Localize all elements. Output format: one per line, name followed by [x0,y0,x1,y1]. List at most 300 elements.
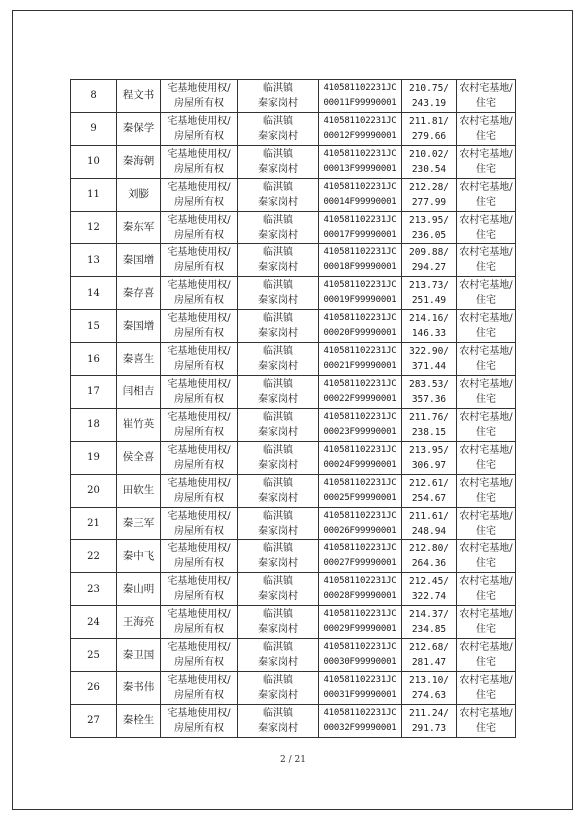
area-line-2: 291.73 [411,722,447,734]
location-line-1: 临淇镇 [263,642,293,654]
unit-code-line-1: 410581102231JC [323,181,397,192]
area-line-2: 277.99 [411,196,447,208]
area-cell [402,704,457,737]
unit-code-line-1: 410581102231JC [323,707,397,718]
location-line-1: 临淇镇 [263,609,293,621]
unit-code-cell [319,112,402,145]
area-line-1: 212.68/ [408,642,450,654]
location-cell [238,672,319,705]
right-type-line-1: 宅基地使用权/ [167,247,231,259]
location-cell [238,573,319,606]
table-row [71,672,516,705]
table-row [71,145,516,178]
table-row [71,441,516,474]
land-use-cell [457,573,516,606]
table-row [71,606,516,639]
location-cell [238,80,319,113]
right-type-line-2: 房屋所有权 [174,393,224,405]
right-type-line-2: 房屋所有权 [174,722,224,734]
unit-code-cell [319,277,402,310]
owner-name-cell: 秦海朝 [117,145,161,178]
right-type-line-1: 宅基地使用权/ [167,609,231,621]
area-line-1: 210.02/ [408,148,450,160]
location-line-1: 临淇镇 [263,674,293,686]
right-type-line-1: 宅基地使用权/ [167,313,231,325]
owner-name-cell: 刘膨 [117,178,161,211]
right-type-line-1: 宅基地使用权/ [167,148,231,160]
right-type-line-1: 宅基地使用权/ [167,576,231,588]
right-type-line-2: 房屋所有权 [174,295,224,307]
right-type-line-2: 房屋所有权 [174,163,224,175]
unit-code-cell [319,573,402,606]
right-type-line-1: 宅基地使用权/ [167,642,231,654]
unit-code-line-2: 00022F99990001 [323,393,397,404]
location-line-2: 秦家岗村 [258,328,298,340]
land-use-line-2: 住宅 [476,97,496,109]
area-line-2: 264.36 [411,558,447,570]
location-cell [238,639,319,672]
land-use-cell [457,408,516,441]
location-line-2: 秦家岗村 [258,689,298,701]
land-use-line-2: 住宅 [476,295,496,307]
row-number-cell: 19 [71,441,117,474]
area-cell [402,80,457,113]
row-number-cell: 23 [71,573,117,606]
area-line-2: 274.63 [411,689,447,701]
unit-code-line-2: 00017F99990001 [323,229,397,240]
unit-code-cell [319,145,402,178]
area-cell [402,277,457,310]
land-use-line-1: 农村宅基地/ [459,609,513,621]
right-type-line-1: 宅基地使用权/ [167,510,231,522]
area-cell [402,244,457,277]
unit-code-cell [319,408,402,441]
area-line-2: 254.67 [411,492,447,504]
right-type-line-2: 房屋所有权 [174,130,224,142]
unit-code-line-1: 410581102231JC [323,510,397,521]
land-use-cell [457,112,516,145]
location-cell [238,376,319,409]
area-line-1: 211.24/ [408,707,450,719]
land-use-cell [457,441,516,474]
land-use-line-1: 农村宅基地/ [459,214,513,226]
row-number-cell: 10 [71,145,117,178]
right-type-line-2: 房屋所有权 [174,262,224,274]
land-use-line-2: 住宅 [476,591,496,603]
unit-code-cell [319,441,402,474]
land-use-line-1: 农村宅基地/ [459,576,513,588]
location-line-2: 秦家岗村 [258,163,298,175]
right-type-cell [161,408,238,441]
table-row [71,178,516,211]
unit-code-line-2: 00018F99990001 [323,262,397,273]
owner-name-cell: 侯全喜 [117,441,161,474]
area-line-1: 211.61/ [408,510,450,522]
land-use-cell [457,704,516,737]
unit-code-line-2: 00021F99990001 [323,361,397,372]
right-type-line-1: 宅基地使用权/ [167,82,231,94]
land-use-line-1: 农村宅基地/ [459,82,513,94]
land-use-cell [457,507,516,540]
location-line-1: 临淇镇 [263,444,293,456]
area-line-1: 283.53/ [408,378,450,390]
land-use-line-2: 住宅 [476,459,496,471]
owner-name-cell: 秦山明 [117,573,161,606]
row-number-cell: 18 [71,408,117,441]
unit-code-cell [319,310,402,343]
row-number-cell: 24 [71,606,117,639]
land-use-line-1: 农村宅基地/ [459,280,513,292]
location-line-2: 秦家岗村 [258,492,298,504]
table-row [71,277,516,310]
unit-code-line-1: 410581102231JC [323,115,397,126]
unit-code-line-2: 00028F99990001 [323,591,397,602]
location-line-2: 秦家岗村 [258,722,298,734]
unit-code-line-2: 00025F99990001 [323,492,397,503]
location-line-1: 临淇镇 [263,280,293,292]
right-type-line-1: 宅基地使用权/ [167,477,231,489]
unit-code-cell [319,244,402,277]
area-cell [402,507,457,540]
owner-name-cell: 秦国增 [117,310,161,343]
land-use-line-1: 农村宅基地/ [459,148,513,160]
row-number-cell: 22 [71,540,117,573]
table-row [71,704,516,737]
unit-code-cell [319,606,402,639]
location-line-1: 临淇镇 [263,214,293,226]
land-use-cell [457,474,516,507]
unit-code-cell [319,211,402,244]
land-use-line-1: 农村宅基地/ [459,115,513,127]
area-cell [402,474,457,507]
area-cell [402,145,457,178]
unit-code-line-1: 410581102231JC [323,247,397,258]
right-type-line-2: 房屋所有权 [174,328,224,340]
location-line-1: 临淇镇 [263,510,293,522]
location-cell [238,112,319,145]
table-row [71,343,516,376]
unit-code-line-2: 00029F99990001 [323,624,397,635]
area-line-2: 322.74 [411,591,447,603]
table-row [71,310,516,343]
location-line-1: 临淇镇 [263,543,293,555]
location-line-2: 秦家岗村 [258,624,298,636]
right-type-cell [161,507,238,540]
area-line-1: 212.80/ [408,543,450,555]
area-line-1: 211.76/ [408,411,450,423]
area-cell [402,441,457,474]
location-line-2: 秦家岗村 [258,229,298,241]
right-type-line-1: 宅基地使用权/ [167,214,231,226]
right-type-line-1: 宅基地使用权/ [167,378,231,390]
location-cell [238,441,319,474]
row-number-cell: 27 [71,704,117,737]
row-number-cell: 12 [71,211,117,244]
land-use-line-1: 农村宅基地/ [459,543,513,555]
land-use-line-2: 住宅 [476,361,496,373]
right-type-line-2: 房屋所有权 [174,525,224,537]
location-cell [238,408,319,441]
right-type-line-1: 宅基地使用权/ [167,411,231,423]
land-use-line-1: 农村宅基地/ [459,674,513,686]
land-use-line-2: 住宅 [476,558,496,570]
right-type-line-2: 房屋所有权 [174,361,224,373]
table-row [71,112,516,145]
right-type-line-2: 房屋所有权 [174,689,224,701]
land-use-line-2: 住宅 [476,525,496,537]
unit-code-line-2: 00019F99990001 [323,295,397,306]
location-cell [238,343,319,376]
unit-code-line-1: 410581102231JC [323,477,397,488]
row-number-cell: 20 [71,474,117,507]
location-line-2: 秦家岗村 [258,97,298,109]
unit-code-line-2: 00013F99990001 [323,163,397,174]
registration-table [70,79,516,738]
owner-name-cell: 闫相吉 [117,376,161,409]
right-type-line-2: 房屋所有权 [174,492,224,504]
row-number-cell: 25 [71,639,117,672]
area-cell [402,112,457,145]
unit-code-line-1: 410581102231JC [323,642,397,653]
unit-code-line-2: 00031F99990001 [323,689,397,700]
land-use-line-2: 住宅 [476,130,496,142]
area-line-1: 212.45/ [408,576,450,588]
unit-code-cell [319,343,402,376]
land-use-line-2: 住宅 [476,229,496,241]
area-line-1: 213.95/ [408,444,450,456]
right-type-cell [161,343,238,376]
table-row [71,507,516,540]
land-use-cell [457,244,516,277]
right-type-cell [161,606,238,639]
unit-code-line-2: 00012F99990001 [323,130,397,141]
right-type-line-1: 宅基地使用权/ [167,115,231,127]
unit-code-line-1: 410581102231JC [323,674,397,685]
right-type-line-2: 房屋所有权 [174,459,224,471]
area-line-2: 357.36 [411,393,447,405]
unit-code-line-1: 410581102231JC [323,148,397,159]
owner-name-cell: 秦东军 [117,211,161,244]
land-use-line-2: 住宅 [476,328,496,340]
area-line-2: 243.19 [411,97,447,109]
right-type-line-2: 房屋所有权 [174,229,224,241]
right-type-cell [161,441,238,474]
unit-code-cell [319,507,402,540]
unit-code-line-2: 00020F99990001 [323,328,397,339]
area-line-2: 371.44 [411,361,447,373]
right-type-cell [161,112,238,145]
land-use-line-1: 农村宅基地/ [459,444,513,456]
land-use-cell [457,376,516,409]
table-row [71,211,516,244]
owner-name-cell: 秦中飞 [117,540,161,573]
owner-name-cell: 秦书伟 [117,672,161,705]
unit-code-cell [319,474,402,507]
location-cell [238,211,319,244]
area-cell [402,408,457,441]
land-use-cell [457,80,516,113]
right-type-cell [161,376,238,409]
area-cell [402,573,457,606]
right-type-cell [161,244,238,277]
unit-code-cell [319,704,402,737]
location-line-2: 秦家岗村 [258,393,298,405]
area-line-2: 248.94 [411,525,447,537]
land-use-line-2: 住宅 [476,722,496,734]
location-line-1: 临淇镇 [263,378,293,390]
row-number-cell: 9 [71,112,117,145]
area-line-2: 279.66 [411,130,447,142]
area-line-2: 230.54 [411,163,447,175]
owner-name-cell: 王海亮 [117,606,161,639]
right-type-line-1: 宅基地使用权/ [167,280,231,292]
location-cell [238,178,319,211]
unit-code-line-2: 00027F99990001 [323,558,397,569]
location-cell [238,145,319,178]
area-cell [402,211,457,244]
right-type-line-1: 宅基地使用权/ [167,444,231,456]
location-line-1: 临淇镇 [263,576,293,588]
unit-code-line-1: 410581102231JC [323,609,397,620]
location-cell [238,606,319,639]
table-row [71,80,516,113]
land-use-line-2: 住宅 [476,426,496,438]
right-type-line-2: 房屋所有权 [174,624,224,636]
location-cell [238,540,319,573]
unit-code-cell [319,376,402,409]
area-cell [402,606,457,639]
location-line-2: 秦家岗村 [258,295,298,307]
land-use-cell [457,672,516,705]
right-type-cell [161,474,238,507]
right-type-line-2: 房屋所有权 [174,657,224,669]
area-line-2: 238.15 [411,426,447,438]
right-type-line-2: 房屋所有权 [174,558,224,570]
right-type-cell [161,211,238,244]
area-line-2: 234.85 [411,624,447,636]
right-type-line-1: 宅基地使用权/ [167,707,231,719]
land-use-line-2: 住宅 [476,163,496,175]
land-use-cell [457,145,516,178]
location-line-1: 临淇镇 [263,115,293,127]
land-use-line-2: 住宅 [476,624,496,636]
unit-code-line-1: 410581102231JC [323,82,397,93]
area-cell [402,343,457,376]
location-line-2: 秦家岗村 [258,558,298,570]
right-type-cell [161,277,238,310]
land-use-line-2: 住宅 [476,492,496,504]
right-type-line-2: 房屋所有权 [174,426,224,438]
area-line-2: 281.47 [411,657,447,669]
right-type-cell [161,639,238,672]
unit-code-line-1: 410581102231JC [323,280,397,291]
owner-name-cell: 秦栓生 [117,704,161,737]
location-line-1: 临淇镇 [263,477,293,489]
right-type-cell [161,672,238,705]
right-type-line-2: 房屋所有权 [174,196,224,208]
owner-name-cell: 田软生 [117,474,161,507]
right-type-cell [161,310,238,343]
location-line-2: 秦家岗村 [258,459,298,471]
table-row [71,408,516,441]
right-type-cell [161,704,238,737]
row-number-cell: 11 [71,178,117,211]
table-row [71,376,516,409]
location-line-2: 秦家岗村 [258,361,298,373]
land-use-line-1: 农村宅基地/ [459,346,513,358]
land-use-cell [457,540,516,573]
owner-name-cell: 秦三军 [117,507,161,540]
land-use-cell [457,310,516,343]
land-use-line-1: 农村宅基地/ [459,411,513,423]
unit-code-cell [319,540,402,573]
right-type-cell [161,178,238,211]
land-use-cell [457,178,516,211]
table-row [71,474,516,507]
area-line-1: 211.81/ [408,115,450,127]
area-line-1: 214.16/ [408,313,450,325]
area-line-1: 212.28/ [408,181,450,193]
area-cell [402,178,457,211]
land-use-line-1: 农村宅基地/ [459,642,513,654]
right-type-line-1: 宅基地使用权/ [167,543,231,555]
row-number-cell: 21 [71,507,117,540]
right-type-line-2: 房屋所有权 [174,97,224,109]
unit-code-line-2: 00026F99990001 [323,525,397,536]
area-line-1: 213.73/ [408,280,450,292]
area-cell [402,376,457,409]
owner-name-cell: 程文书 [117,80,161,113]
unit-code-line-2: 00014F99990001 [323,196,397,207]
owner-name-cell: 崔竹英 [117,408,161,441]
land-use-line-2: 住宅 [476,657,496,669]
land-use-line-1: 农村宅基地/ [459,181,513,193]
location-cell [238,474,319,507]
land-use-line-2: 住宅 [476,689,496,701]
area-line-1: 213.10/ [408,674,450,686]
land-use-cell [457,211,516,244]
table-body [71,80,516,738]
area-cell [402,672,457,705]
right-type-cell [161,540,238,573]
unit-code-cell [319,178,402,211]
right-type-cell [161,573,238,606]
area-line-2: 294.27 [411,262,447,274]
location-line-1: 临淇镇 [263,707,293,719]
location-line-1: 临淇镇 [263,82,293,94]
area-line-1: 212.61/ [408,477,450,489]
area-cell [402,639,457,672]
land-use-line-2: 住宅 [476,262,496,274]
location-cell [238,277,319,310]
unit-code-line-2: 00023F99990001 [323,426,397,437]
location-line-2: 秦家岗村 [258,525,298,537]
owner-name-cell: 秦卫国 [117,639,161,672]
owner-name-cell: 秦存喜 [117,277,161,310]
location-cell [238,244,319,277]
unit-code-line-2: 00030F99990001 [323,657,397,668]
land-use-line-1: 农村宅基地/ [459,313,513,325]
land-use-line-1: 农村宅基地/ [459,707,513,719]
unit-code-line-1: 410581102231JC [323,214,397,225]
unit-code-line-1: 410581102231JC [323,444,397,455]
row-number-cell: 13 [71,244,117,277]
location-line-2: 秦家岗村 [258,426,298,438]
location-cell [238,310,319,343]
table-row [71,573,516,606]
area-cell [402,540,457,573]
location-line-2: 秦家岗村 [258,657,298,669]
